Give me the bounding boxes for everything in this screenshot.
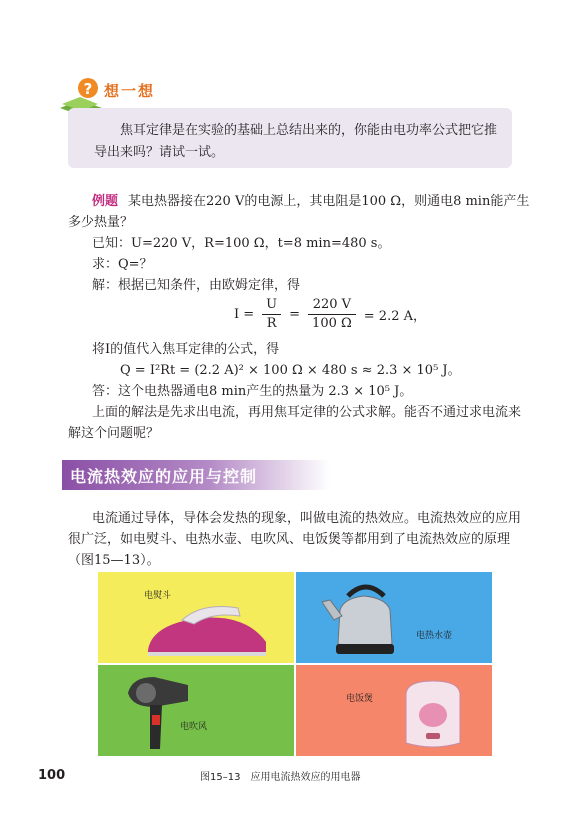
solve-line: 解：根据已知条件，由欧姆定律，得 <box>92 278 301 293</box>
ohm-equation <box>234 296 426 333</box>
kettle-panel <box>296 572 492 663</box>
rice-cooker-icon <box>400 675 466 753</box>
figure-caption: 图15–13 应用电流热效应的用电器 <box>200 772 361 783</box>
appliance-figure <box>98 572 492 756</box>
example-label: 例题 <box>92 194 119 209</box>
fraction-values <box>308 296 356 333</box>
dryer-label: 电吹风 <box>180 722 208 732</box>
page-number: 100 <box>38 768 66 783</box>
fraction-ur <box>262 296 281 333</box>
frac-num-220: 220 V <box>308 296 356 315</box>
iron-label: 电熨斗 <box>144 591 172 601</box>
example-problem <box>68 191 530 233</box>
hair-dryer-icon <box>124 671 194 753</box>
frac-num-u: U <box>262 296 281 315</box>
example-problem-text: 某电热器接在220 V的电源上，其电阻是100 Ω，则通电8 min能产生多少热量？ <box>68 194 530 230</box>
svg-text:?: ? <box>83 80 93 98</box>
kettle-icon <box>320 580 410 660</box>
cooker-panel <box>296 665 492 756</box>
section-body: 电流通过导体，导体会发热的现象，叫做电流的热效应。电流热效应的应用很广泛，如电熨斗、电热水壶、电吹风、电饭煲等都用到了电流热效应的原理（图15—13）。 <box>68 511 522 568</box>
eq-mid: = <box>289 307 301 322</box>
think-text: 焦耳定律是在实验的基础上总结出来的，你能由电功率公式把它推导出来吗？请试一试。 <box>94 123 498 160</box>
find-line: 求：Q=？ <box>92 257 153 272</box>
dryer-panel <box>98 665 294 756</box>
frac-den-100: 100 Ω <box>312 316 352 331</box>
kettle-label: 电热水壶 <box>416 631 453 641</box>
answer-line: 答：这个电热器通电8 min产生的热量为 2.3 × 10⁵ J。 <box>92 384 413 399</box>
section-title: 电流热效应的应用与控制 <box>70 467 258 486</box>
iron-panel <box>98 572 294 663</box>
think-title: 想一想 <box>104 82 156 100</box>
eq-lhs: I = <box>234 307 255 322</box>
cooker-label: 电饭煲 <box>346 694 374 704</box>
substitute-line: 将I的值代入焦耳定律的公式，得 <box>92 342 280 357</box>
iron-icon <box>142 602 272 658</box>
known-line: 已知：U=220 V，R=100 Ω，t=8 min=480 s。 <box>92 236 391 251</box>
eq-rhs: = 2.2 A， <box>363 309 427 324</box>
frac-den-r: R <box>266 316 277 331</box>
joule-equation: Q = I²Rt = (2.2 A)² × 100 Ω × 480 s ≈ 2.3 × 10⁵ J。 <box>120 363 461 378</box>
note-paragraph: 上面的解法是先求出电流，再用焦耳定律的公式求解。能否不通过求电流来解这个问题呢？ <box>68 405 522 441</box>
